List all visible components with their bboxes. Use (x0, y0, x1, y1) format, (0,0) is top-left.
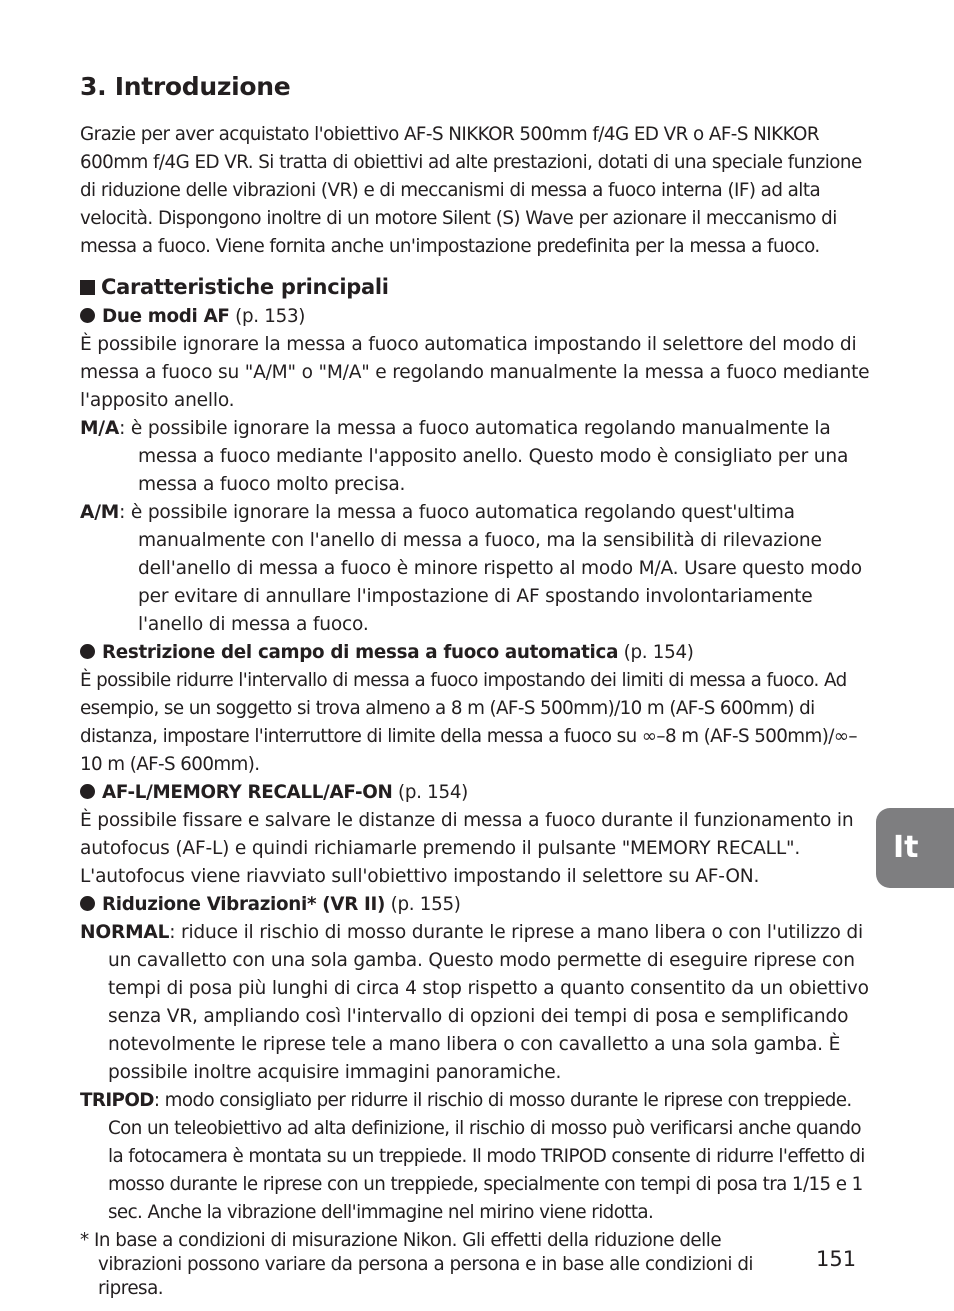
tripod-text: : modo consigliato per ridurre il rischio di mosso durante le riprese con treppiede. Con un teleobiettivo ad alta definizione, il rischio di mosso può verificarsi anche quando la fotocamera è montata su un treppiede. Il modo TRIPOD consente di ridurre l'effetto di mosso durante le riprese con un treppiede, specialmente con tempi di posa tra 1/15 e 1 sec. Anche la vibrazione dell'immagine nel mirino viene ridotta. (108, 1090, 865, 1223)
am-text: : è possibile ignorare la messa a fuoco automatica regolando quest'ultima manualmente con l'anello di messa a fuoco, ma la sensibilità di rilevazione dell'anello di messa a fuoco è minore rispetto al modo M/A. Usare questo modo per evitare di annullare l'impostazione di AF spostando involontariamente l'anello di messa a fuoco. (119, 502, 862, 635)
bullet-icon (80, 896, 95, 911)
af-modes-title: Due modi AF (102, 306, 230, 327)
normal-term: NORMAL (80, 922, 170, 943)
af-lock-title: AF-L/MEMORY RECALL/AF-ON (102, 782, 393, 803)
vr-heading (80, 891, 870, 919)
features-heading (80, 271, 870, 303)
af-lock-heading (80, 779, 870, 807)
square-bullet-icon (80, 280, 95, 295)
tripod-term: TRIPOD (80, 1090, 154, 1111)
ma-text: : è possibile ignorare la messa a fuoco automatica regolando manualmente la messa a fuoco mediante l'apposito anello. Questo modo è consigliato per una messa a fuoco molto precisa. (119, 418, 849, 495)
af-limit-text: È possibile ridurre l'intervallo di messa a fuoco impostando dei limiti di messa a fuoco. Ad esempio, se un soggetto si trova almeno a 8 m (AF-S 500mm)/10 m (AF-S 600mm) di distanza, impostare l'interruttore di limite della messa a fuoco su ∞–8 m (AF-S 500mm)/∞–10 m (AF-S 600mm). (80, 670, 857, 775)
section-title: 3. Introduzione (80, 72, 291, 101)
footnote: * In base a condizioni di misurazione Nikon. Gli effetti della riduzione delle vibrazioni possono variare da persona a persona e in base alle condizioni di ripresa. (80, 1230, 754, 1299)
af-lock-text: È possibile fissare e salvare le distanze di messa a fuoco durante il funzionamento in autofocus (AF-L) e quindi richiamarle premendo il pulsante "MEMORY RECALL". L'autofocus viene riavviato sull'obiettivo impostando il selettore su AF-ON. (80, 810, 854, 887)
language-tab: It (876, 808, 954, 888)
features-heading-text: Caratteristiche principali (101, 275, 389, 299)
af-modes-ref: (p. 153) (235, 306, 306, 327)
normal-text: : riduce il rischio di mosso durante le riprese a mano libera o con l'utilizzo di un cavalletto con una sola gamba. Questo modo permette di eseguire riprese con tempi di posa più lunghi di circa 4 stop rispetto a quanto consentito da un obiettivo senza VR, ampliando così l'intervallo di opzioni dei tempi di posa e semplificando notevolmente le riprese tele a mano libera o con cavalletto a una sola gamba. È possibile inoltre acquisire immagini panoramiche. (108, 922, 869, 1083)
vr-title: Riduzione Vibrazioni* (VR II) (102, 894, 386, 915)
af-modes-text: È possibile ignorare la messa a fuoco automatica impostando il selettore del modo di messa a fuoco su "A/M" o "M/A" e regolando manualmente la messa a fuoco mediante l'apposito anello. (80, 334, 870, 411)
bullet-icon (80, 308, 95, 323)
vr-ref: (p. 155) (390, 894, 461, 915)
bullet-icon (80, 784, 95, 799)
am-term: A/M (80, 502, 120, 523)
page-number: 151 (816, 1247, 857, 1271)
af-limit-ref: (p. 154) (623, 642, 694, 663)
af-limit-heading (80, 639, 870, 667)
ma-definition (80, 415, 870, 499)
manual-page (80, 70, 870, 1301)
normal-definition (80, 919, 870, 1087)
af-modes-heading (80, 303, 870, 331)
ma-term: M/A (80, 418, 120, 439)
intro-paragraph: Grazie per aver acquistato l'obiettivo AF-S NIKKOR 500mm f/4G ED VR o AF-S NIKKOR 600mm f/4G ED VR. Si tratta di obiettivi ad alte prestazioni, dotati di una speciale funzione di riduzione delle vibrazioni (VR) e di meccanismi di messa a fuoco interna (IF) ad alta velocità. Dispongono inoltre di un motore Silent (S) Wave per azionare il meccanismo di messa a fuoco. Viene fornita anche un'impostazione predefinita per la messa a fuoco. (80, 124, 862, 257)
tripod-definition (80, 1087, 870, 1227)
af-lock-ref: (p. 154) (398, 782, 468, 803)
am-definition (80, 499, 870, 639)
bullet-icon (80, 644, 95, 659)
af-limit-title: Restrizione del campo di messa a fuoco automatica (102, 642, 619, 663)
